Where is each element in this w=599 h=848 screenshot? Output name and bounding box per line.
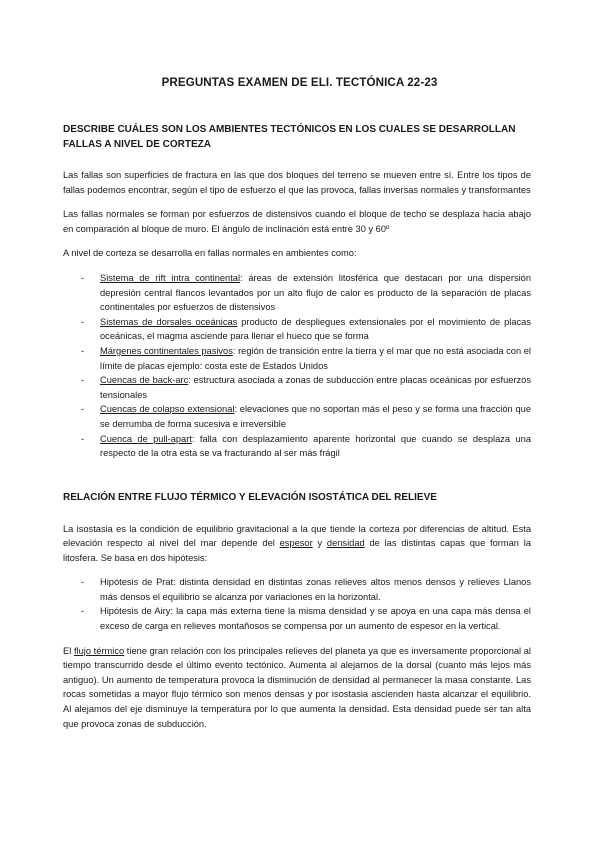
text-run: y	[312, 538, 327, 549]
list-item-text: : elevaciones que no soportan más el peso y se forma una fracción que se derrumba de forma sucesiva e irreversible	[100, 404, 531, 429]
list-item	[63, 271, 531, 315]
list-item-term: Sistema de rift intra continental	[100, 272, 241, 283]
list-item-term: Cuencas de back-arc	[100, 375, 189, 386]
paragraph	[63, 644, 531, 732]
bullet-dash: -	[81, 433, 85, 444]
paragraph	[63, 522, 531, 566]
text-run: El	[63, 645, 74, 656]
list-item-text: Hipótesis de Airy: la capa más externa tiene la misma densidad y se apoya en una capa más densa el exceso de carga en relieves montañosos se compensa por un aumento de espesor en la vertical.	[100, 606, 531, 632]
list-item-term: Cuencas de colapso extensional	[100, 404, 235, 415]
list-item	[63, 432, 531, 461]
underlined-term: densidad	[326, 538, 365, 549]
list-item	[63, 604, 531, 633]
paragraph: A nivel de corteza se desarrolla en fallas normales en ambientes como:	[63, 248, 357, 259]
bullet-dash: -	[81, 577, 85, 588]
list-item-term: Márgenes continentales pasivos	[100, 345, 233, 356]
section-heading: RELACIÓN ENTRE FLUJO TÉRMICO Y ELEVACIÓN ISOSTÁTICA DEL RELIEVE	[63, 492, 437, 503]
hipotesis-list	[63, 575, 531, 633]
underlined-term: flujo térmico	[73, 645, 125, 656]
list-item	[63, 315, 531, 344]
list-item-text: : región de transición entre la tierra y el mar que no está asociada con el límite de placas ejemplo: costa este de Estados Unidos	[100, 345, 532, 371]
text-run: de las distintas capas que forman la litosfera. Se basa en dos hipótesis:	[63, 538, 531, 563]
document-title: PREGUNTAS EXAMEN DE ELI. TECTÓNICA 22-23	[161, 76, 438, 89]
bullet-dash: -	[81, 272, 85, 283]
list-item-text: : estructura asociada a zonas de subducción entre placas oceánicas por esfuerzos tensionales	[100, 375, 531, 400]
paragraph: Las fallas son superficies de fractura en las que dos bloques del terreno se mueven entre sí. Entre los tipos de fallas podemos encontrar, según el tipo de esfuerzo el que las provoca, fallas inversas normales y transformantes	[63, 170, 531, 195]
section-flujo-termico	[63, 491, 531, 741]
bullet-dash: -	[81, 316, 85, 327]
section-ambientes-tectonicos	[63, 123, 531, 471]
section-heading: DESCRIBE CUÁLES SON LOS AMBIENTES TECTÓNICOS EN LOS CUALES SE DESARROLLAN FALLAS A NIVEL DE CORTEZA	[63, 124, 516, 150]
list-item-text: producto de despliegues extensionales por el movimiento de placas oceánicas, el magma asciende para llenar el hueco que se forma	[100, 316, 531, 342]
list-item	[63, 373, 531, 402]
list-item-text: : áreas de extensión litosférica que destacan por una dispersión depresión central flancos levantados por un alto flujo de calor es producto de la separación de placas continentales por esfuerzos de distensivos	[100, 272, 532, 313]
list-item	[63, 575, 531, 604]
paragraph: Las fallas normales se forman por esfuerzos de distensivos cuando el bloque de techo se desplaza hacia abajo en comparación al bloque de muro. El ángulo de inclinación está entre 30 y 60º	[63, 209, 531, 234]
bullet-dash: -	[81, 404, 85, 415]
list-item	[63, 344, 531, 373]
text-run: La isostasia es la condición de equilibrio gravitacional a la que tiende la corteza por diferencias de altitud. Esta elevación respecto al nivel del mar depende del	[63, 523, 531, 549]
bullet-dash: -	[81, 345, 85, 356]
list-item-text: Hipótesis de Prat: distinta densidad en distintas zonas relieves altos menos densos y relieves Llanos más densos el equilibrio se alcanza por variaciones en la horizontal.	[100, 577, 531, 602]
ambientes-list	[63, 271, 531, 461]
list-item-term: Cuenca de pull-apart	[100, 433, 192, 444]
text-run: tiene gran relación con los principales relieves del planeta ya que es inversamente proporcional al tiempo transcurrido desde el último evento tectónico. Aumenta al alejarnos de la dorsal (cuanto más lejos más antiguo). Un aumento de temperatura provoca la disminución de densidad al permanecer la masa constante. Las rocas sometidas a mayor flujo térmico son menos densas y por isostasia ascienden hasta alcanzar el equilibrio. Al alejamos del eje disminuye la temperatura por lo que aumenta la densidad. Esta densidad puede ser tan alta que provoca zonas de subducción.	[63, 645, 531, 729]
list-item-text: : falla con desplazamiento aparente horizontal que cuando se desplaza una respecto de la otra esta se va fracturando al ser más frágil	[100, 433, 531, 459]
bullet-dash: -	[81, 606, 85, 617]
underlined-term: espesor	[279, 538, 313, 549]
list-item	[63, 402, 531, 431]
list-item-term: Sistemas de dorsales oceánicas	[100, 316, 238, 327]
bullet-dash: -	[81, 375, 85, 386]
